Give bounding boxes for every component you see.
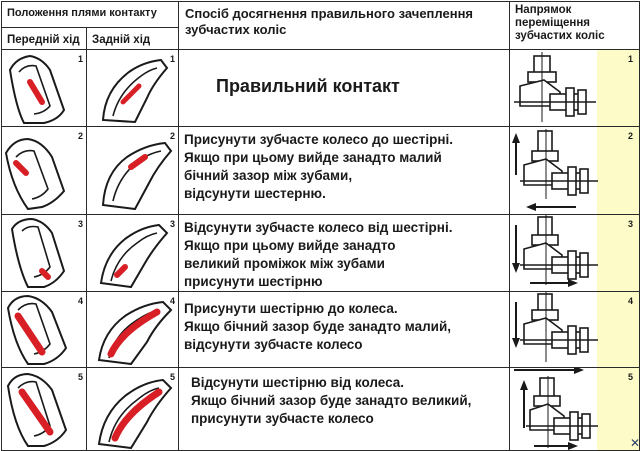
row-number: 5 [627, 372, 633, 382]
method-line: Відсунути шестірню від колеса. [191, 375, 405, 390]
row-number: 2 [169, 131, 175, 141]
front-tooth-cell-4 [2, 292, 87, 368]
rear-tooth-cell-4 [87, 292, 179, 368]
method-line: великий проміжок між зубами [184, 256, 385, 271]
method-text-2 [179, 127, 509, 203]
rear-tooth-cell-2 [87, 127, 179, 215]
header-rear: Задній хід [87, 28, 179, 50]
method-text-5 [179, 368, 509, 428]
method-text-4 [179, 292, 509, 354]
direction-cell-2 [510, 127, 640, 215]
direction-cell-4 [510, 292, 640, 368]
row-number: 5 [77, 372, 83, 382]
arrow-icon [574, 368, 584, 374]
row-number: 1 [77, 54, 83, 64]
method-line: Якщо при цьому вийде занадто [184, 238, 396, 253]
method-text-1: Правильний контакт [216, 76, 400, 96]
method-line: бічний зазор між зубами, [184, 168, 353, 183]
method-cell-4 [179, 292, 510, 368]
method-line: Якщо при цьому вийде занадто малий [184, 150, 442, 165]
header-direction-line-3: зубчастих коліс [515, 30, 605, 42]
header-direction-line-1: Напрямок [515, 4, 572, 16]
gear-tooth-icon [2, 368, 87, 451]
row-number: 4 [169, 296, 175, 306]
arrow-icon [568, 279, 578, 287]
method-line: Якщо бічний зазор буде занадто великий, [191, 393, 472, 408]
rear-tooth-cell-3 [87, 215, 179, 292]
gear-tooth-icon [2, 215, 87, 291]
header-direction [510, 2, 640, 50]
header-method: Спосіб досягнення правильного зачеплення зубчастих коліс [179, 2, 510, 50]
bevel-gear-pair-icon [510, 368, 640, 451]
method-cell-3 [179, 215, 510, 292]
method-line: присунути зубчасте колесо [191, 411, 374, 426]
direction-cell-3 [510, 215, 640, 292]
rear-tooth-cell-5 [87, 368, 179, 451]
method-cell-1 [179, 50, 510, 127]
header-contact-position: Положення плями контакту [2, 2, 179, 28]
bevel-gear-pair-icon [510, 127, 640, 215]
method-line: Якщо бічний зазор буде занадто малий, [184, 319, 452, 334]
row-number: 4 [627, 296, 633, 306]
rear-tooth-cell-1 [87, 50, 179, 127]
row-number: 1 [627, 54, 633, 64]
corner-glyph-icon: ✕ [629, 436, 640, 450]
bevel-gear-pair-icon [510, 292, 640, 368]
method-line: відсунути зубчасте колесо [184, 337, 363, 352]
gear-tooth-icon [87, 292, 179, 368]
bevel-gear-pair-icon [510, 50, 640, 127]
row-number: 3 [627, 219, 633, 229]
header-front: Передній хід [2, 28, 87, 50]
row-number: 3 [169, 219, 175, 229]
row-number: 2 [627, 131, 633, 141]
arrow-icon [512, 263, 520, 273]
header-direction-line-2: переміщення [515, 17, 591, 29]
row-number: 4 [77, 296, 83, 306]
row-number: 2 [77, 131, 83, 141]
front-tooth-cell-5 [2, 368, 87, 451]
direction-cell-1 [510, 50, 640, 127]
gear-tooth-icon [2, 127, 87, 215]
method-cell-2 [179, 127, 510, 215]
bevel-gear-pair-icon [510, 215, 640, 291]
row-number: 3 [77, 219, 83, 229]
arrow-icon [568, 442, 578, 450]
arrow-icon [520, 380, 528, 390]
row-number: 5 [169, 372, 175, 382]
front-tooth-cell-2 [2, 127, 87, 215]
front-tooth-cell-1 [2, 50, 87, 127]
gear-tooth-icon [87, 215, 179, 291]
gear-tooth-icon [87, 127, 179, 215]
direction-cell-5 [510, 368, 640, 451]
gear-tooth-icon [87, 50, 179, 127]
arrow-icon [512, 133, 520, 143]
method-text-3 [179, 215, 509, 291]
gear-tooth-icon [2, 50, 87, 127]
contact-spot [42, 271, 48, 277]
gear-tooth-icon [2, 292, 87, 368]
gear-tooth-icon [87, 368, 179, 451]
method-line: Відсунути зубчасте колесо від шестірні. [184, 220, 453, 235]
method-line: відсунути шестерню. [184, 186, 326, 201]
method-cell-5 [179, 368, 510, 451]
contact-table-grid [1, 1, 640, 451]
method-line: Присунути зубчасте колесо до шестірні. [184, 132, 454, 147]
method-line: Присунути шестірню до колеса. [184, 301, 398, 316]
arrow-icon [512, 338, 520, 348]
row-number: 1 [169, 54, 175, 64]
front-tooth-cell-3 [2, 215, 87, 292]
method-line: присунути шестірню [184, 274, 323, 289]
arrow-icon [526, 203, 536, 211]
